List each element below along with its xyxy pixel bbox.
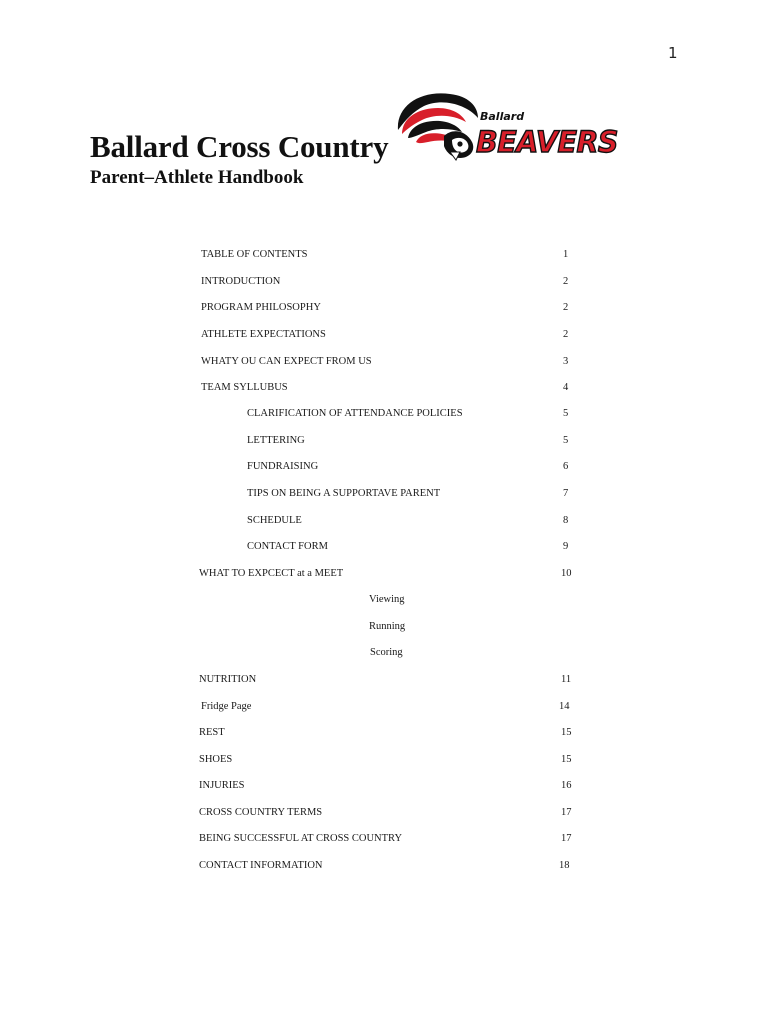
logo-school-text: Ballard [480, 110, 525, 123]
toc-entry-page: 14 [559, 701, 570, 712]
toc-entry-page: 18 [559, 860, 570, 871]
document-title: Ballard Cross Country [90, 129, 389, 164]
toc-entry [369, 594, 575, 610]
toc-entry-page: 15 [561, 727, 572, 738]
toc-entry-page: 17 [561, 833, 572, 844]
toc-entry-label: SHOES [199, 754, 233, 765]
toc-entry [199, 727, 575, 743]
toc-entry-label: WHAT TO EXPCECT at a MEET [199, 568, 344, 579]
toc-entry-label: INTRODUCTION [201, 276, 281, 287]
toc-entry-label: INJURIES [199, 780, 245, 791]
toc-entry-page: 2 [563, 302, 569, 313]
toc-entry [201, 249, 575, 265]
toc-entry-label: TIPS ON BEING A SUPPORTAVE PARENT [247, 488, 441, 499]
toc-entry [201, 382, 575, 398]
toc-entry-label: CROSS COUNTRY TERMS [199, 807, 323, 818]
toc-entry [370, 647, 575, 663]
toc-entry-label: REST [199, 727, 225, 738]
toc-entry [201, 302, 575, 318]
toc-entry-label: CONTACT INFORMATION [199, 860, 323, 871]
toc-entry [199, 833, 575, 849]
toc-entry [201, 701, 575, 717]
toc-entry-label: NUTRITION [199, 674, 257, 685]
toc-entry-label: CONTACT FORM [247, 541, 328, 552]
toc-entry-page: 10 [561, 568, 572, 579]
toc-entry [201, 356, 575, 372]
toc-entry [247, 408, 575, 424]
logo-mascot-text: BEAVERS [476, 125, 618, 159]
toc-entry [199, 860, 575, 876]
toc-entry-label: BEING SUCCESSFUL AT CROSS COUNTRY [199, 833, 403, 844]
toc-entry [247, 488, 575, 504]
toc-entry [247, 461, 575, 477]
toc-entry-page: 1 [563, 249, 569, 260]
toc-entry-label: TEAM SYLLUBUS [201, 382, 288, 393]
toc-entry-page: 2 [563, 276, 569, 287]
toc-entry [199, 780, 575, 796]
toc-entry-label: FUNDRAISING [247, 461, 319, 472]
toc-entry-page: 17 [561, 807, 572, 818]
toc-entry-label: Viewing [369, 594, 405, 605]
toc-entry-page: 3 [563, 356, 569, 367]
toc-entry-label: PROGRAM PHILOSOPHY [201, 302, 321, 313]
toc-entry [199, 568, 575, 584]
toc-entry-label: WHATY OU CAN EXPECT FROM US [201, 356, 372, 367]
toc-entry-label: CLARIFICATION OF ATTENDANCE POLICIES [247, 408, 463, 419]
document-subtitle: Parent–Athlete Handbook [90, 167, 304, 188]
toc-entry [199, 754, 575, 770]
toc-entry-page: 6 [563, 461, 569, 472]
toc-entry-page: 4 [563, 382, 569, 393]
toc-entry [199, 674, 575, 690]
toc-entry-page: 5 [563, 435, 569, 446]
toc-entry-label: SCHEDULE [247, 515, 302, 526]
toc-entry [201, 329, 575, 345]
toc-entry-page: 16 [561, 780, 572, 791]
toc-entry-label: ATHLETE EXPECTATIONS [201, 329, 326, 340]
toc-entry-page: 5 [563, 408, 569, 419]
toc-entry-page: 9 [563, 541, 569, 552]
toc-entry [199, 807, 575, 823]
toc-entry-label: Running [369, 621, 406, 632]
toc-entry [201, 276, 575, 292]
beaver-logo-icon [390, 88, 625, 168]
page-number: 1 [668, 44, 678, 62]
toc-entry [247, 435, 575, 451]
toc-entry [247, 541, 575, 557]
toc-entry-page: 8 [563, 515, 569, 526]
toc-entry-label: Fridge Page [201, 701, 252, 712]
toc-entry-page: 15 [561, 754, 572, 765]
toc-entry [369, 621, 575, 637]
toc-entry-page: 7 [563, 488, 569, 499]
toc-entry-label: TABLE OF CONTENTS [201, 249, 308, 260]
toc-entry-label: Scoring [370, 647, 403, 658]
ballard-beavers-logo [390, 88, 625, 168]
toc-entry-page: 11 [561, 674, 572, 685]
toc-entry [247, 515, 575, 531]
toc-entry-page: 2 [563, 329, 569, 340]
toc-entry-label: LETTERING [247, 435, 305, 446]
